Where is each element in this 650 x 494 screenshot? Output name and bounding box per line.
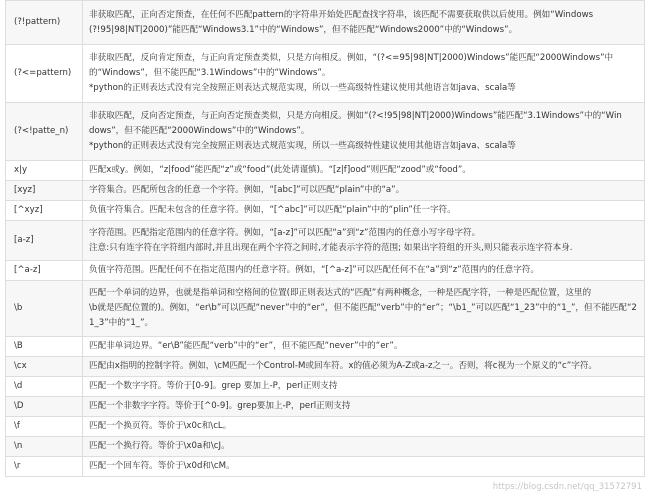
description-line: 匹配一个非数字字符。等价于[^0-9]。grep要加上-P，perl正则支持 — [89, 401, 351, 411]
description-line: 匹配x或y。例如，“z|food”能匹配“z”或“food”(此处请谨慎)。“[z|f]ood”则匹配“zood”或“food”。 — [89, 165, 471, 175]
table-row — [6, 261, 645, 281]
description-cell — [83, 337, 645, 357]
table-row — [6, 357, 645, 377]
table-row — [6, 377, 645, 397]
description-cell — [83, 437, 645, 457]
symbol-cell: \d — [6, 377, 83, 397]
description-line: \b就是匹配位置的)。例如，“er\b”可以匹配“never”中的“er”，但不能匹配“verb”中的“er”；“\b1_”可以匹配“1_23”中的“1_”，但不能匹配“2 — [89, 303, 637, 313]
description-line: 字符范围。匹配指定范围内的任意字符。例如，“[a-z]”可以匹配“a”到“z”范围内的任意小写字母字符。 — [89, 227, 481, 238]
description-cell — [83, 457, 645, 477]
description-line: 非获取匹配，反向肯定预查，与正向肯定预查类似，只是方向相反。例如，“(?<=95|98|NT|2000)Windows”能匹配“2000Windows”中 — [89, 53, 614, 63]
table-row — [6, 417, 645, 437]
regex-table — [5, 0, 645, 477]
description-line: (?!95|98|NT|2000)”能匹配“Windows3.1”中的“Windows”，但不能匹配“Windows2000”中的“Windows”。 — [89, 24, 518, 35]
description-line: 负值字符范围。匹配任何不在指定范围内的任意字符。例如，“[^a-z]”可以匹配任何不在“a”到“z”范围内的任意字符。 — [89, 265, 539, 275]
description-line: 的“Windows”，但不能匹配“3.1Windows”中的“Windows”。 — [89, 68, 331, 78]
description-line: 非获取匹配，正向否定预查，在任何不匹配pattern的字符串开始处匹配查找字符串，该匹配不需要获取供以后使用。例如“Windows — [89, 9, 594, 20]
symbol-cell: (?!pattern) — [6, 1, 83, 45]
symbol-cell: [a-z] — [6, 221, 83, 261]
description-cell — [83, 417, 645, 437]
description-line: *python的正则表达式没有完全按照正则表达式规范实现，所以一些高级特性建议使用其他语言如java、scala等 — [89, 83, 516, 93]
description-line: 非获取匹配，反向否定预查，与正向否定预查类似，只是方向相反。例如“(?<!95|98|NT|2000)Windows”能匹配“3.1Windows”中的“Win — [89, 111, 622, 121]
description-line: 匹配一个换页符。等价于\x0c和\cL。 — [89, 421, 232, 431]
table-row — [6, 337, 645, 357]
symbol-cell: (?<!patte_n) — [6, 103, 83, 161]
description-cell — [83, 1, 645, 45]
watermark-url: https://blog.csdn.net/qq_31572791 — [492, 482, 642, 492]
symbol-cell: \n — [6, 437, 83, 457]
table-row — [6, 397, 645, 417]
description-cell — [83, 45, 645, 103]
symbol-cell: [^xyz] — [6, 201, 83, 221]
symbol-cell: \b — [6, 281, 83, 337]
symbol-cell: \r — [6, 457, 83, 477]
description-cell — [83, 281, 645, 337]
table-row — [6, 181, 645, 201]
symbol-cell: \B — [6, 337, 83, 357]
symbol-cell: \cx — [6, 357, 83, 377]
table-row — [6, 437, 645, 457]
symbol-cell: [^a-z] — [6, 261, 83, 281]
description-cell — [83, 181, 645, 201]
description-line: 匹配一个单词的边界，也就是指单词和空格间的位置(即正则表达式的“匹配”有两种概念，一种是匹配字符，一种是匹配位置，这里的 — [89, 288, 592, 298]
description-cell — [83, 397, 645, 417]
description-cell — [83, 261, 645, 281]
table-row — [6, 45, 645, 103]
description-cell — [83, 103, 645, 161]
description-line: 字符集合。匹配所包含的任意一个字符。例如，“[abc]”可以匹配“plain”中的“a”。 — [89, 185, 405, 195]
description-line: 负值字符集合。匹配未包含的任意字符。例如，“[^abc]”可以匹配“plain”中的“plin”任一字符。 — [89, 205, 456, 215]
symbol-cell: \D — [6, 397, 83, 417]
description-cell — [83, 357, 645, 377]
description-cell — [83, 201, 645, 221]
description-line: 匹配非单词边界。“er\B”能匹配“verb”中的“er”，但不能匹配“never”中的“er”。 — [89, 341, 403, 351]
description-line: 匹配一个数字字符。等价于[0-9]。grep 要加上-P，perl正则支持 — [89, 381, 338, 391]
description-line: 匹配一个换行符。等价于\x0a和\cJ。 — [89, 441, 230, 451]
table-row — [6, 221, 645, 261]
description-line: *python的正则表达式没有完全按照正则表达式规范实现，所以一些高级特性建议使用其他语言如java、scala等 — [89, 141, 516, 151]
description-cell — [83, 377, 645, 397]
symbol-cell: (?<=pattern) — [6, 45, 83, 103]
table-row — [6, 281, 645, 337]
description-cell — [83, 221, 645, 261]
table-row — [6, 457, 645, 477]
description-line: dows”，但不能匹配“2000Windows”中的“Windows”。 — [89, 126, 310, 136]
table-row — [6, 1, 645, 45]
symbol-cell: x|y — [6, 161, 83, 181]
description-line: 1_3”中的“1_”。 — [89, 318, 154, 328]
symbol-cell: \f — [6, 417, 83, 437]
table-row — [6, 103, 645, 161]
description-line: 注意:只有连字符在字符组内部时,并且出现在两个字符之间时,才能表示字符的范围; 如果出字符组的开头,则只能表示连字符本身. — [89, 242, 573, 253]
regex-table-body — [6, 1, 645, 477]
description-line: 匹配由x指明的控制字符。例如，\cM匹配一个Control-M或回车符。x的值必须为A-Z或a-z之一。否则，将c视为一个原义的“c”字符。 — [89, 361, 598, 371]
description-line: 匹配一个回车符。等价于\x0d和\cM。 — [89, 461, 235, 471]
symbol-cell: [xyz] — [6, 181, 83, 201]
description-cell — [83, 161, 645, 181]
table-row — [6, 161, 645, 181]
table-row — [6, 201, 645, 221]
